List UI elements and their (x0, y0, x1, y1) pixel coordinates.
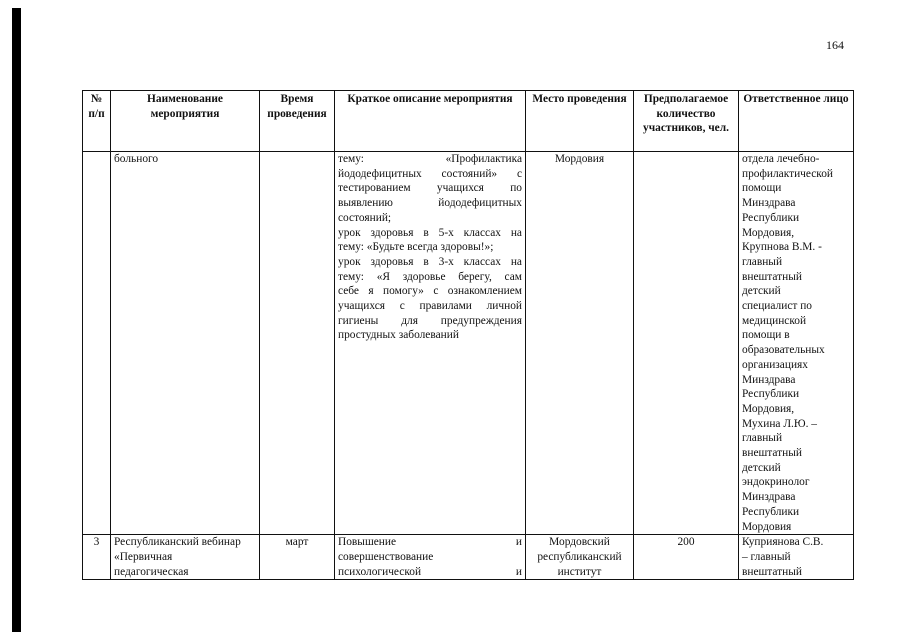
resp-line: Мордовия, (742, 402, 795, 415)
row1-desc (335, 152, 526, 535)
page-number: 164 (826, 38, 844, 52)
desc-line: йододефицитных состояний» с (338, 167, 522, 180)
resp-line: внештатный (742, 270, 803, 283)
desc-line: тему: «Будьте всегда здоровы!»; (338, 241, 494, 254)
resp-line: медицинской (742, 314, 807, 327)
scan-edge-bar (12, 8, 21, 632)
resp-line: Мордовия (742, 520, 792, 533)
resp-line: Республики (742, 388, 800, 401)
header-num: № п/п (83, 91, 111, 152)
place-line: республиканский (537, 550, 622, 563)
desc-line: психологической и (338, 565, 522, 578)
resp-line: Республики (742, 505, 800, 518)
desc-line: урок здоровья в 3-х классах на (338, 255, 522, 268)
header-count: Предполагаемое количество участников, чел. (634, 91, 739, 152)
row2-desc (335, 535, 526, 580)
resp-line: организациях (742, 358, 808, 371)
header-time: Время проведения (260, 91, 335, 152)
resp-line: Республики (742, 211, 800, 224)
row1-time (260, 152, 335, 535)
table-header-row (83, 91, 854, 152)
resp-line: главный (742, 255, 783, 268)
events-table (82, 90, 854, 580)
resp-line: детский (742, 461, 781, 474)
row2-resp (739, 535, 854, 580)
resp-line: Минздрава (742, 197, 796, 210)
header-desc: Краткое описание мероприятия (335, 91, 526, 152)
resp-line: Мордовия, (742, 226, 795, 239)
resp-line: помощи в (742, 329, 790, 342)
name-line: Республиканский вебинар (114, 536, 241, 549)
desc-line: тему: «Я здоровье берегу, сам (338, 270, 522, 283)
header-resp: Ответственное лицо (739, 91, 854, 152)
name-line: педагогическая (114, 565, 189, 578)
table-row (83, 152, 854, 535)
resp-line: Крупнова В.М. - (742, 241, 822, 254)
resp-line: Минздрава (742, 373, 796, 386)
row2-num: 3 (83, 535, 111, 580)
desc-line: себе я помогу» с ознакомлением (338, 285, 522, 298)
resp-line: – главный (742, 550, 791, 563)
desc-line: тестированием учащихся по (338, 182, 522, 195)
row2-count: 200 (634, 535, 739, 580)
row1-count (634, 152, 739, 535)
table-row (83, 535, 854, 580)
desc-line: выявлению йододефицитных (338, 197, 522, 210)
row1-resp (739, 152, 854, 535)
row2-time: март (260, 535, 335, 580)
resp-line: помощи (742, 182, 782, 195)
place-line: Мордовский (549, 536, 610, 549)
desc-line: Повышение и (338, 536, 522, 549)
resp-line: Куприянова С.В. (742, 536, 824, 549)
place-line: институт (557, 565, 602, 578)
desc-line: тему: «Профилактика (338, 153, 522, 165)
desc-line: простудных заболеваний (338, 329, 459, 342)
desc-line: урок здоровья в 5-х классах на (338, 226, 522, 239)
resp-line: образовательных (742, 344, 825, 357)
desc-line: учащихся с правилами личной (338, 300, 522, 313)
desc-line: состояний; (338, 211, 392, 224)
header-place: Место проведения (526, 91, 634, 152)
resp-line: отдела лечебно- (742, 153, 820, 165)
resp-line: эндокринолог (742, 476, 810, 489)
resp-line: специалист по (742, 300, 813, 313)
row2-name (111, 535, 260, 580)
resp-line: внештатный (742, 565, 803, 578)
row2-place (526, 535, 634, 580)
row1-num (83, 152, 111, 535)
row1-place: Мордовия (526, 152, 634, 535)
resp-line: Минздрава (742, 491, 796, 504)
desc-line: совершенствование (338, 550, 434, 563)
name-line: «Первичная (114, 550, 173, 563)
resp-line: детский (742, 285, 781, 298)
header-name: Наименование мероприятия (111, 91, 260, 152)
resp-line: Мухина Л.Ю. – (742, 417, 818, 430)
resp-line: профилактической (742, 167, 834, 180)
desc-line: гигиены для предупреждения (338, 314, 522, 327)
resp-line: главный (742, 432, 783, 445)
resp-line: внештатный (742, 447, 803, 460)
row1-name: больного (111, 152, 260, 535)
